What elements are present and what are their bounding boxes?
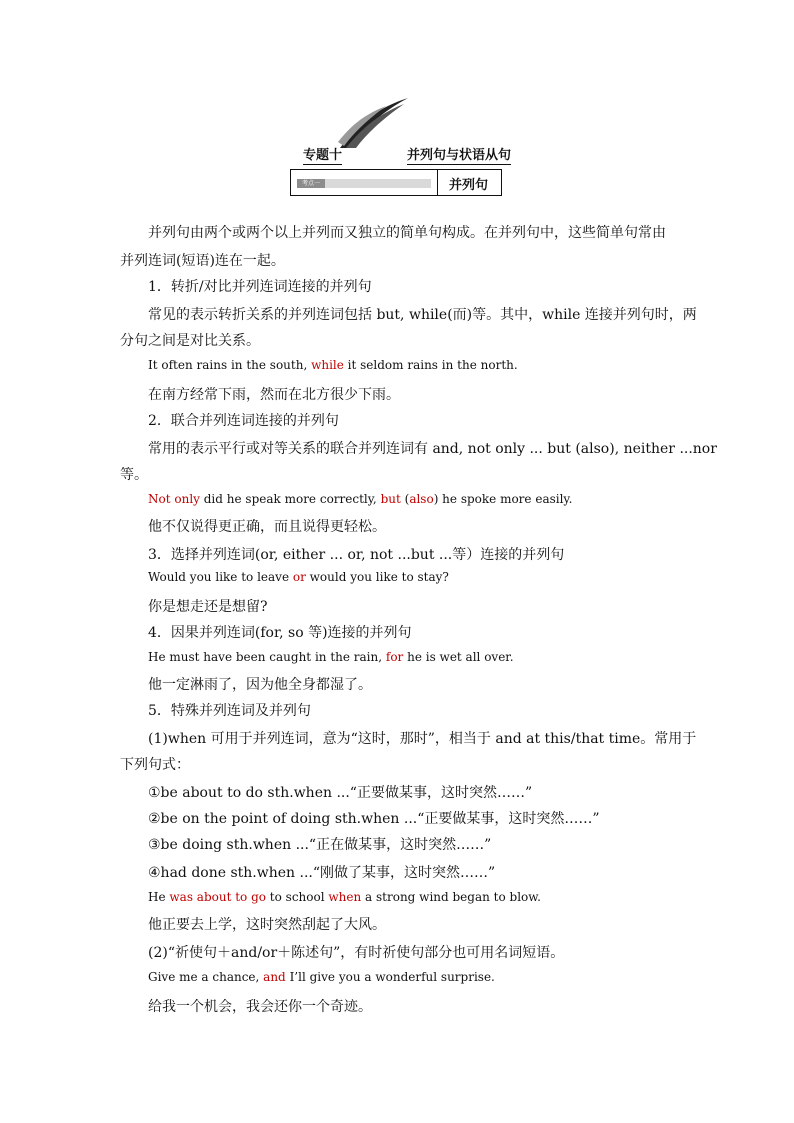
example-text: to school [265,890,329,904]
swoosh-logo-icon [336,96,410,152]
translation-2: 他不仅说得更正确，而且说得更轻松。 [148,519,386,535]
highlight-word: but [380,492,401,506]
paragraph-2-line1: 常见的表示转折关系的并列连词包括 but, while(而)等。其中，while 连接并列句时，两 [148,307,697,323]
chapter-header [303,144,512,163]
paragraph-4-line2: 下列句式： [120,757,190,773]
example-sentence-2 [148,492,572,506]
example-text: a strong wind began to blow. [361,890,541,904]
pattern-2: ②be on the point of doing sth.when ...“正要做某事，这时突然……” [148,811,600,827]
section-heading-3: 3．选择并列连词(or, either ... or, not ...but ...等）连接的并列句 [148,547,565,563]
section-tag-divider [437,170,438,195]
example-text: would you like to stay? [305,570,449,584]
highlight-word: and [263,970,286,984]
highlight-word: while [311,358,344,372]
example-sentence-3 [148,570,449,584]
example-text: it seldom rains in the north. [343,358,518,372]
example-sentence-5 [148,890,541,904]
section-heading-1: 1．转折/对比并列连词连接的并列句 [148,279,372,295]
highlight-word: was about to go [169,890,266,904]
section-tag [290,169,502,196]
translation-3: 你是想走还是想留? [148,599,268,615]
example-text: Give me a chance, [148,970,264,984]
pattern-3: ③be doing sth.when ...“正在做某事，这时突然……” [148,837,492,853]
translation-4: 他一定淋雨了，因为他全身都湿了。 [148,677,372,693]
chapter-title: 并列句与状语从句 [407,144,511,165]
translation-6: 给我一个机会，我会还你一个奇迹。 [148,999,372,1015]
section-tag-bar [297,179,431,188]
paragraph-2-line2: 分句之间是对比关系。 [120,333,260,349]
example-text: did he speak more correctly, [199,492,381,506]
paragraph-3-line2: 等。 [120,467,148,483]
example-text: Would you like to leave [148,570,293,584]
example-text: ( [400,492,410,506]
paragraph-3-line1: 常用的表示平行或对等关系的联合并列连词有 and, not only ... but (also), neither ...nor [148,441,717,457]
example-sentence-1 [148,358,518,372]
example-text: He [148,890,170,904]
topic-number: 专题十 [303,148,343,163]
translation-1: 在南方经常下雨，然而在北方很少下雨。 [148,387,400,403]
intro-paragraph-line2: 并列连词(短语)连在一起。 [120,253,285,269]
highlight-word: also [409,492,434,506]
pattern-4: ④had done sth.when ...“刚做了某事，这时突然……” [148,865,496,881]
section-tag-mini-label: 考点一 [297,179,325,188]
pattern-1: ①be about to do sth.when ...“正要做某事，这时突然……” [148,785,533,801]
intro-paragraph-line1: 并列句由两个或两个以上并列而又独立的简单句构成。在并列句中，这些简单句常由 [148,225,666,241]
example-text: He must have been caught in the rain, [148,650,386,664]
highlight-word: Not only [148,492,200,506]
paragraph-4-line1: (1)when 可用于并列连词，意为“这时，那时”，相当于 and at this/that time。常用于 [148,731,697,747]
section-heading-2: 2．联合并列连词连接的并列句 [148,413,339,429]
highlight-word: when [328,890,362,904]
example-text: It often rains in the south, [148,358,312,372]
translation-5: 他正要去上学，这时突然刮起了大风。 [148,917,386,933]
example-text: I’ll give you a wonderful surprise. [285,970,495,984]
section-heading-5: 5．特殊并列连词及并列句 [148,703,311,719]
paragraph-5: (2)“祈使句＋and/or＋陈述句”，有时祈使句部分也可用名词短语。 [148,945,565,961]
highlight-word: for [385,650,404,664]
example-text: ) he spoke more easily. [433,492,573,506]
example-sentence-6 [148,970,495,984]
section-heading-4: 4．因果并列连词(for, so 等)连接的并列句 [148,625,412,641]
section-tag-label: 并列句 [449,178,489,193]
example-text: he is wet all over. [403,650,514,664]
highlight-word: or [292,570,306,584]
example-sentence-4 [148,650,514,664]
